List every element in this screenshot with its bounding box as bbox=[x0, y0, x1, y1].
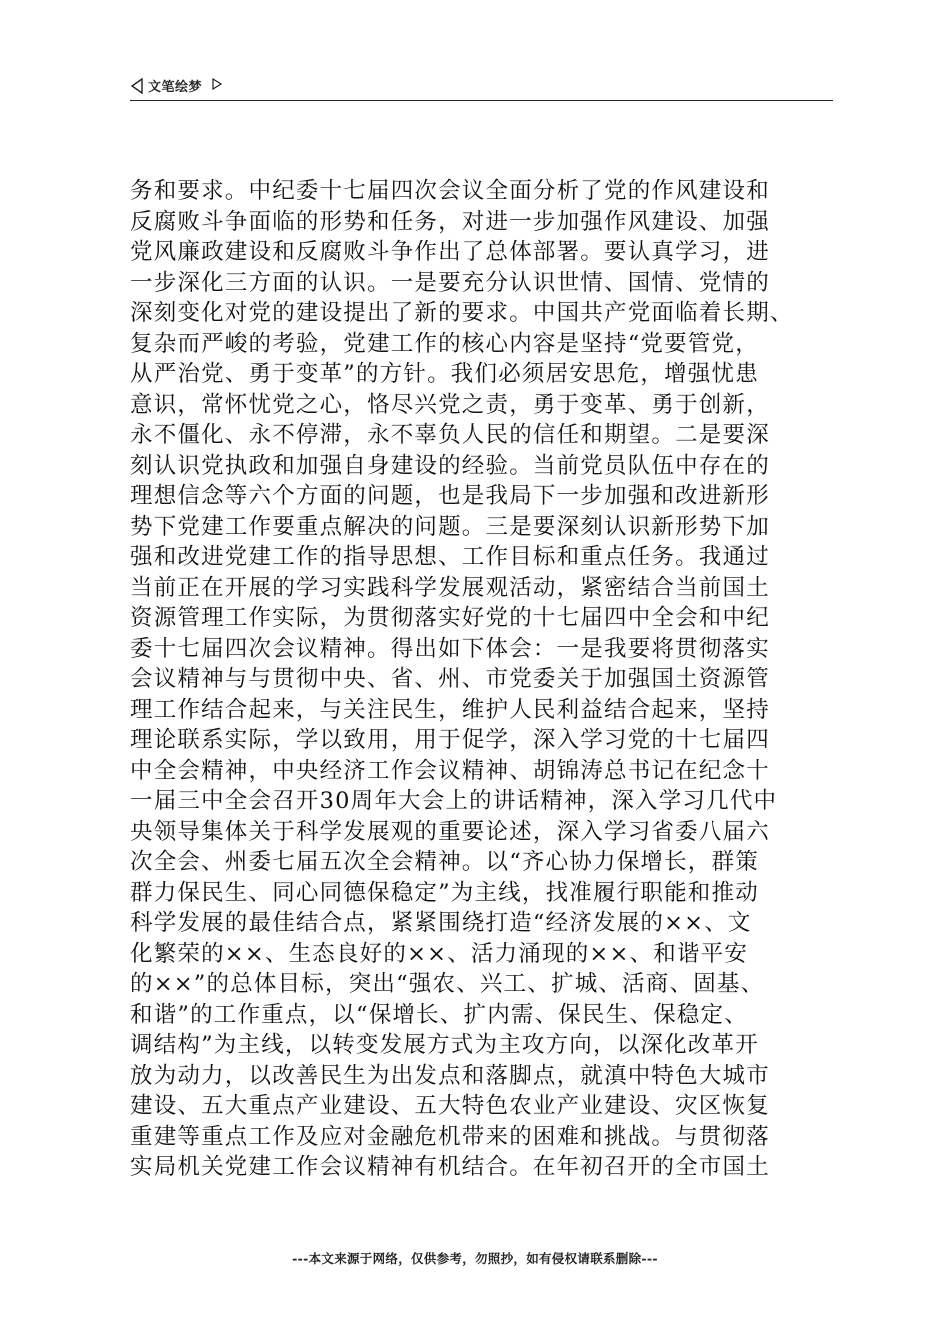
paragraph-line: 势下党建工作要重点解决的问题。三是要深刻认识新形势下加 bbox=[130, 513, 770, 540]
paragraph-line: 群力保民生、同心同德保稳定”为主线，找准履行职能和推动 bbox=[130, 879, 759, 906]
paragraph-line: 建设、五大重点产业建设、五大特色农业产业建设、灾区恢复 bbox=[130, 1093, 770, 1119]
footer-notice: ---本文来源于网络，仅供参考，勿照抄，如有侵权请联系删除--- bbox=[292, 1251, 658, 1266]
paragraph-line: 复杂而严峻的考验，党建工作的核心内容是坚持“党要管党， bbox=[130, 330, 759, 357]
paragraph-line: 理论联系实际，学以致用，用于促学，深入学习党的十七届四 bbox=[130, 727, 770, 753]
paragraph-line: 和谐”的工作重点，以“保增长、扩内需、保民生、保稳定、 bbox=[130, 1001, 748, 1028]
paragraph-line: 一届三中全会召开30周年大会上的讲话精神，深入学习几代中 bbox=[130, 788, 778, 814]
paragraph-line: 次全会、州委七届五次全会精神。以“齐心协力保增长，群策 bbox=[130, 849, 759, 875]
paragraph-line: 重建等重点工作及应对金融危机带来的困难和挑战。与贯彻落 bbox=[130, 1123, 770, 1150]
header-brand: 文笔绘梦 bbox=[148, 80, 203, 95]
paragraph-line: 一步深化三方面的认识。一是要充分认识世情、国情、党情的 bbox=[130, 269, 770, 296]
paragraph-line: 中全会精神，中央经济工作会议精神、胡锦涛总书记在纪念十 bbox=[130, 757, 770, 784]
paragraph-line: 调结构”为主线，以转变发展方式为主攻方向，以深化改革开 bbox=[130, 1032, 759, 1058]
triangle-right-outline-icon bbox=[212, 78, 222, 90]
paragraph-line: 实局机关党建工作会议精神有机结合。在年初召开的全市国土 bbox=[130, 1154, 770, 1180]
paragraph-line: 的××”的总体目标，突出“强农、兴工、扩城、活商、固基、 bbox=[130, 971, 765, 997]
paragraph-line: 从严治党、勇于变革”的方针。我们必须居安思危，增强忧患 bbox=[130, 361, 759, 387]
paragraph-line: 理想信念等六个方面的问题，也是我局下一步加强和改进新形 bbox=[130, 483, 770, 509]
page-header bbox=[130, 74, 833, 101]
paragraph-line: 资源管理工作实际，为贯彻落实好党的十七届四中全会和中纪 bbox=[130, 605, 770, 631]
paragraph-line: 科学发展的最佳结合点，紧紧围绕打造“经济发展的××、文 bbox=[130, 910, 752, 936]
paragraph-line: 会议精神与与贯彻中央、省、州、市党委关于加强国土资源管 bbox=[130, 666, 770, 692]
paragraph-line: 强和改进党建工作的指导思想、工作目标和重点任务。我通过 bbox=[130, 544, 770, 570]
paragraph-line: 理工作结合起来，与关注民生，维护人民利益结合起来，坚持 bbox=[130, 696, 770, 723]
paragraph-line: 党风廉政建设和反腐败斗争作出了总体部署。要认真学习，进 bbox=[130, 239, 770, 265]
paragraph-line: 永不僵化、永不停滞，永不辜负人民的信任和期望。二是要深 bbox=[130, 422, 770, 448]
paragraph-line: 意识，常怀忧党之心，恪尽兴党之责，勇于变革、勇于创新， bbox=[130, 391, 770, 418]
triangle-left-outline-icon bbox=[130, 78, 144, 94]
paragraph-line: 委十七届四次会议精神。得出如下体会：一是我要将贯彻落实 bbox=[130, 635, 770, 662]
paragraph-line: 反腐败斗争面临的形势和任务，对进一步加强作风建设、加强 bbox=[130, 208, 770, 235]
paragraph-line: 刻认识党执政和加强自身建设的经验。当前党员队伍中存在的 bbox=[130, 452, 770, 479]
paragraph-line: 当前正在开展的学习实践科学发展观活动，紧密结合当前国土 bbox=[130, 574, 770, 601]
paragraph-line: 务和要求。中纪委十七届四次会议全面分析了党的作风建设和 bbox=[130, 178, 770, 204]
document-body bbox=[130, 176, 850, 1183]
paragraph-line: 央领导集体关于科学发展观的重要论述，深入学习省委八届六 bbox=[130, 818, 770, 845]
paragraph-line: 化繁荣的××、生态良好的××、活力涌现的××、和谐平安 bbox=[130, 940, 749, 967]
paragraph-line: 放为动力，以改善民生为出发点和落脚点，就滇中特色大城市 bbox=[130, 1062, 770, 1089]
paragraph-line: 深刻变化对党的建设提出了新的要求。中国共产党面临着长期、 bbox=[130, 300, 794, 326]
